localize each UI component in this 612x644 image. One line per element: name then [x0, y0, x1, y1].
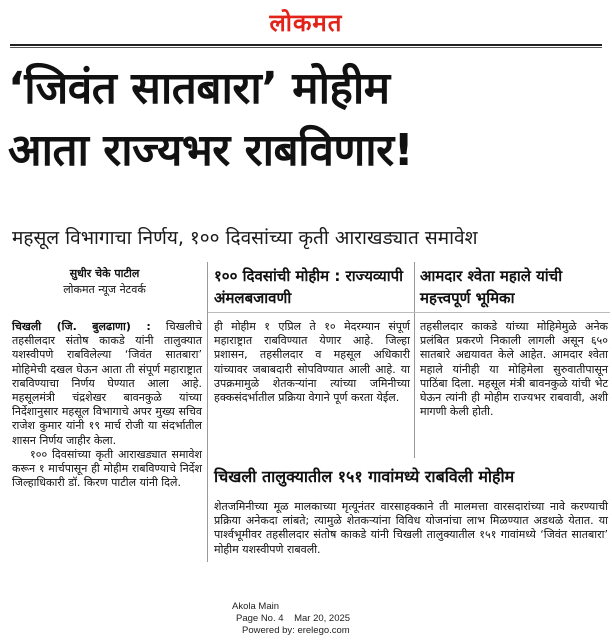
section-2-body: शेतजमिनीच्या मूळ मालकाच्या मृत्यूनंतर वारसाहक्काने ती मालमत्ता वारसदारांच्या नावे करण्याची प्रक्रिया अनेकदा लांबते; त्यामुळे शेतकऱ्यांना विविध योजनांचा लाभ मिळण्यात अडथळे येतात. या पार्श्वभूमीवर तहसीलदार संतोष काकडे यांनी चिखली तालुक्यातील १५१ गावांमध्ये ‘जिवंत सातबारा’ मोहीम यशस्वीपणे राबवली. — [214, 500, 608, 556]
masthead-rule — [10, 44, 602, 46]
column-2-body: ही मोहीम १ एप्रिल ते १० मेदरम्यान संपूर्ण महाराष्ट्रात राबविण्यात येणार आहे. जिल्हा प्रशासन, तहसीलदार व महसूल अधिकारी यांच्यावर जबाबदारी सोपविण्यात आली आहे. या उपक्रमामुळे शेतकऱ्यांना त्यांच्या जमिनीच्या हक्कसंदर्भातील प्रक्रिया वेगाने पूर्ण करता येईल. — [214, 320, 410, 405]
section-2-heading: चिखली तालुक्यातील १५१ गावांमध्ये राबविली मोहीम — [214, 467, 515, 486]
article-column-1 — [12, 320, 202, 490]
byline — [12, 266, 197, 298]
column-1-paragraph-1 — [12, 320, 202, 448]
column-3-heading: आमदार श्वेता महाले यांची महत्त्वपूर्ण भूमिका — [420, 267, 563, 307]
headline — [8, 58, 608, 182]
column-1-text: चिखलीचे तहसीलदार संतोष काकडे यांनी तालुक्यात यशस्वीपणे राबविलेल्या ‘जिवंत सातबारा’ मोहिमेची दखल घेऊन आता ती संपूर्ण महाराष्ट्रात राबविण्याचा निर्णय घेण्यात आला आहे. महसूलमंत्री चंद्रशेखर बावनकुळे यांच्या निर्देशानुसार महसूल विभागाचे अपर मुख्य सचिव राजेश कुमार यांनी १९ मार्च रोजी या संदर्भातील शासन निर्णय जाहीर केला. — [12, 320, 203, 447]
column-1-paragraph-2: १०० दिवसांच्या कृती आराखड्यात समावेश करून १ मार्चपासून ही मोहीम राबविण्याचे निर्देश जिल्हाधिकारी डॉ. किरण पाटील यांनी दिले. — [12, 447, 202, 490]
column-divider — [414, 262, 415, 458]
lokmat-logo: लोकमत — [269, 8, 343, 37]
byline-author: सुधीर चेके पाटील — [69, 267, 140, 280]
headline-line-2: आता राज्यभर राबविणार! — [8, 125, 414, 176]
footer-page-date: Page No. 4 Mar 20, 2025 — [236, 613, 351, 624]
column-divider — [207, 262, 208, 562]
heading-rule — [208, 312, 610, 313]
masthead — [0, 0, 612, 44]
byline-agency: लोकमत न्यूज नेटवर्क — [63, 283, 146, 296]
masthead-rule-thin — [10, 47, 602, 48]
subheadline: महसूल विभागाचा निर्णय, १०० दिवसांच्या कृती आराखड्यात समावेश — [12, 227, 478, 249]
column-2-heading: १०० दिवसांची मोहीम : राज्यव्यापी अंमलबजावणी — [214, 267, 404, 307]
footer-edition: Akola Main — [232, 601, 279, 612]
footer-powered-by: Powered by: erelego.com — [242, 625, 350, 636]
footer — [226, 601, 386, 637]
column-3-body: तहसीलदार काकडे यांच्या मोहिमेमुळे अनेक प्रलंबित प्रकरणे निकाली लागली असून ६५० सातबारे अद्ययावत केले आहेत. आमदार श्वेता महाले यांनीही या मोहिमेला सुरुवातीपासून पाठिंबा दिला. महसूल मंत्री बावनकुळे यांची भेट घेऊन त्यांनी ही मोहीम राज्यभर राबवावी, अशी मागणी केली होती. — [420, 320, 608, 419]
dateline: चिखली (जि. बुलढाणा) : — [12, 320, 151, 333]
headline-line-1: ‘जिवंत सातबारा’ मोहीम — [8, 63, 390, 114]
